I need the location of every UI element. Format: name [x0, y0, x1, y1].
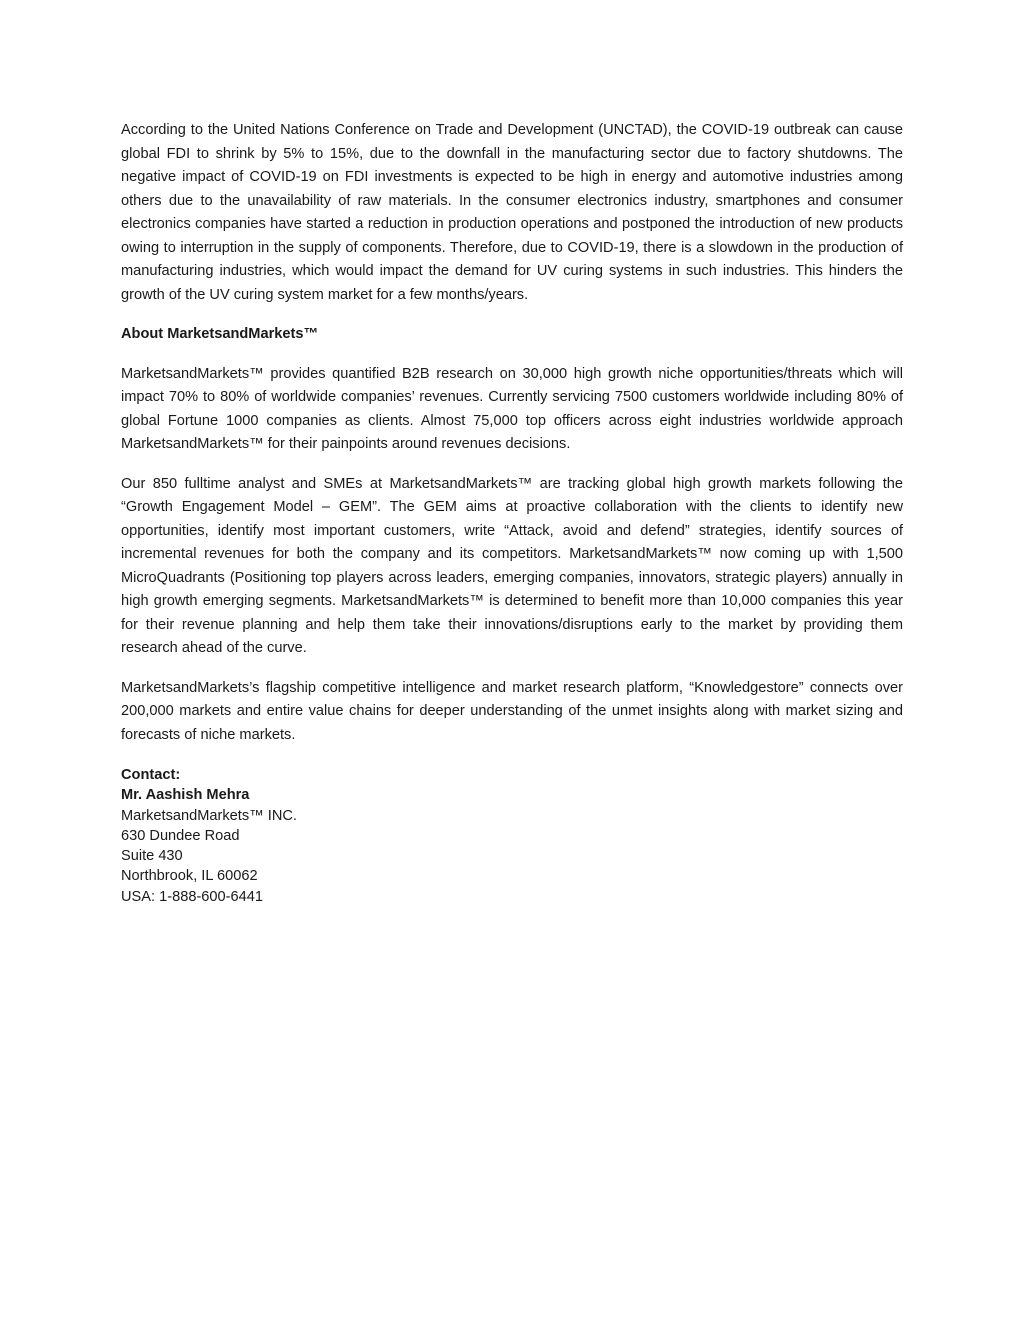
contact-company: MarketsandMarkets™ INC. [121, 807, 297, 824]
contact-block [121, 765, 903, 907]
contact-city: Northbrook, IL 60062 [121, 868, 258, 885]
contact-phone: USA: 1-888-600-6441 [121, 888, 263, 905]
contact-label: Contact: [121, 767, 181, 783]
about-paragraph-3: MarketsandMarkets’s flagship competitive intelligence and market research platform, “Knowledgestore” connects over 200,000 markets and entire value chains for deeper understanding of the unmet insights along with market sizing and forecasts of niche markets. [121, 679, 903, 743]
about-heading: About MarketsandMarkets™ [121, 326, 319, 342]
contact-address-line-1: 630 Dundee Road [121, 827, 240, 844]
contact-name: Mr. Aashish Mehra [121, 787, 250, 804]
intro-paragraph: According to the United Nations Conference on Trade and Development (UNCTAD), the COVID-19 outbreak can cause global FDI to shrink by 5% to 15%, due to the downfall in the manufacturing sector due to factory shutdowns. The negative impact of COVID-19 on FDI investments is expected to be high in energy and automotive industries among others due to the unavailability of raw materials. In the consumer electronics industry, smartphones and consumer electronics companies have started a reduction in production operations and postponed the introduction of new products owing to interruption in the supply of components. Therefore, due to COVID-19, there is a slowdown in the production of manufacturing industries, which would impact the demand for UV curing systems in such industries. This hinders the growth of the UV curing system market for a few months/years. [121, 122, 903, 303]
contact-address-line-2: Suite 430 [121, 848, 183, 865]
document-page [121, 119, 903, 907]
about-paragraph-2: Our 850 fulltime analyst and SMEs at MarketsandMarkets™ are tracking global high growth markets following the “Growth Engagement Model – GEM”. The GEM aims at proactive collaboration with the clients to identify new opportunities, identify most important customers, write “Attack, avoid and defend” strategies, identify sources of incremental revenues for both the company and its competitors. MarketsandMarkets™ now coming up with 1,500 MicroQuadrants (Positioning top players across leaders, emerging companies, innovators, strategic players) annually in high growth emerging segments. MarketsandMarkets™ is determined to benefit more than 10,000 companies this year for their revenue planning and help them take their innovations/disruptions early to the market by providing them research ahead of the curve. [121, 475, 903, 656]
about-paragraph-1: MarketsandMarkets™ provides quantified B2B research on 30,000 high growth niche opportunities/threats which will impact 70% to 80% of worldwide companies’ revenues. Currently servicing 7500 customers worldwide including 80% of global Fortune 1000 companies as clients. Almost 75,000 top officers across eight industries worldwide approach MarketsandMarkets™ for their painpoints around revenues decisions. [121, 365, 903, 452]
